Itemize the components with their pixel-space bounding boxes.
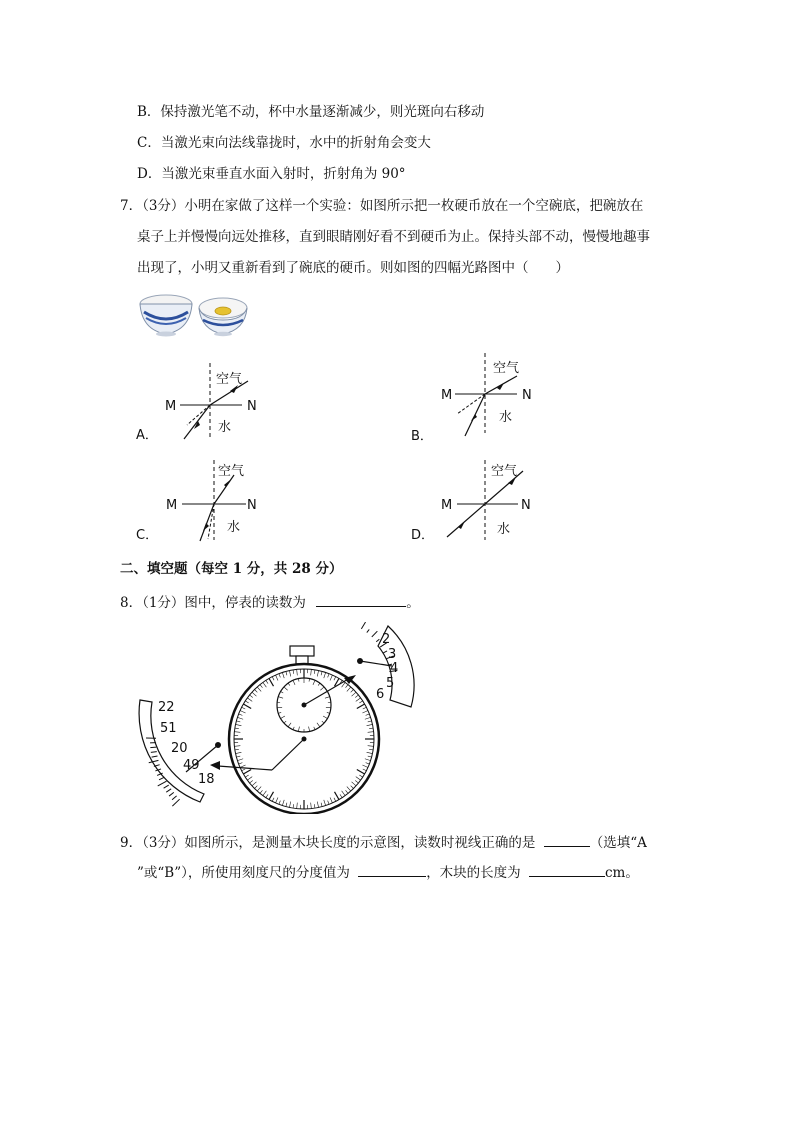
diagram-a: [130, 355, 290, 450]
q6-option-b: B．保持激光笔不动，杯中水量逐渐减少，则光斑向右移动: [137, 104, 485, 120]
q8-end: 。: [406, 595, 420, 611]
second-scale-label-51: 51: [160, 721, 177, 736]
q9-line-1: [120, 832, 647, 852]
section-2-title: 二、填空题（每空 1 分，共 28 分）: [120, 561, 343, 577]
q8-text: 8．（1分）图中，停表的读数为: [120, 595, 306, 611]
second-scale-label-49: 49: [183, 758, 200, 773]
minute-scale-label-4: 4: [390, 661, 399, 676]
diagram-b-n-label: N: [522, 388, 532, 403]
diagram-c: [130, 455, 290, 550]
q7-line-3: 出现了，小明又重新看到了碗底的硬币。则如图的四幅光路图中（ ）: [137, 260, 569, 276]
second-scale-label-20: 20: [171, 741, 188, 756]
diagram-a-m-label: M: [165, 399, 177, 414]
minute-scale-label-5: 5: [386, 676, 395, 691]
q9-blank-division[interactable]: [358, 862, 426, 877]
diagram-b-m-label: M: [441, 388, 453, 403]
q8-answer-blank[interactable]: [316, 592, 406, 607]
minute-scale-label-6: 6: [376, 687, 385, 702]
q9-blank-length[interactable]: [529, 862, 605, 877]
q9-text-1: 9．（3分）如图所示，是测量木块长度的示意图，读数时视线正确的是: [120, 835, 536, 851]
diagram-a-air-label: 空气: [216, 372, 243, 387]
diagram-d: [405, 455, 565, 550]
bowls-image: [138, 290, 253, 340]
diagram-b-air-label: 空气: [493, 361, 520, 376]
empty-bowl: [140, 295, 192, 337]
bowl-with-coin: [199, 298, 247, 336]
q6-option-c: C．当激光束向法线靠拢时，水中的折射角会变大: [137, 135, 431, 151]
q9-text-2: （选填“A: [589, 835, 647, 851]
diagram-d-n-label: N: [521, 498, 531, 513]
diagram-a-option-label: A．: [136, 428, 158, 443]
diagram-c-n-label: N: [247, 498, 257, 513]
minute-scale-label-2: 2: [382, 632, 391, 647]
diagram-d-m-label: M: [441, 498, 453, 513]
q7-line-2: 桌子上并慢慢向远处推移，直到眼睛刚好看不到硬币为止。保持头部不动，慢慢地趣事: [137, 229, 650, 245]
q9-text-4: ，木块的长度为: [426, 865, 521, 881]
diagram-c-m-label: M: [166, 498, 178, 513]
diagram-c-option-label: C．: [136, 528, 159, 543]
q9-line-2: [137, 862, 639, 882]
q9-blank-sightline[interactable]: [544, 832, 590, 847]
diagram-d-option-label: D．: [411, 528, 435, 543]
stopwatch-figure: [130, 622, 430, 814]
q9-text-5: cm。: [604, 865, 639, 881]
q7-line-1: 7．（3分）小明在家做了这样一个实验：如图所示把一枚硬币放在一个空碗底，把碗放在: [120, 198, 644, 214]
diagram-a-n-label: N: [247, 399, 257, 414]
q8-line: [120, 592, 420, 612]
stopwatch-crown: [290, 646, 314, 656]
second-scale-label-22: 22: [158, 700, 175, 715]
diagram-c-water-label: 水: [227, 520, 241, 535]
minute-scale-label-3: 3: [388, 647, 397, 662]
q9-text-3: ”或“B”），所使用刻度尺的分度值为: [137, 865, 350, 881]
diagram-b: [405, 348, 565, 443]
diagram-b-option-label: B．: [411, 429, 433, 443]
diagram-d-water-label: 水: [497, 522, 511, 537]
diagram-d-air-label: 空气: [491, 464, 518, 479]
diagram-c-air-label: 空气: [218, 464, 245, 479]
second-scale-label-18: 18: [198, 772, 215, 787]
q6-option-d: D．当激光束垂直水面入射时，折射角为 90°: [137, 166, 406, 182]
diagram-b-water-label: 水: [499, 410, 513, 425]
diagram-a-water-label: 水: [218, 420, 232, 435]
